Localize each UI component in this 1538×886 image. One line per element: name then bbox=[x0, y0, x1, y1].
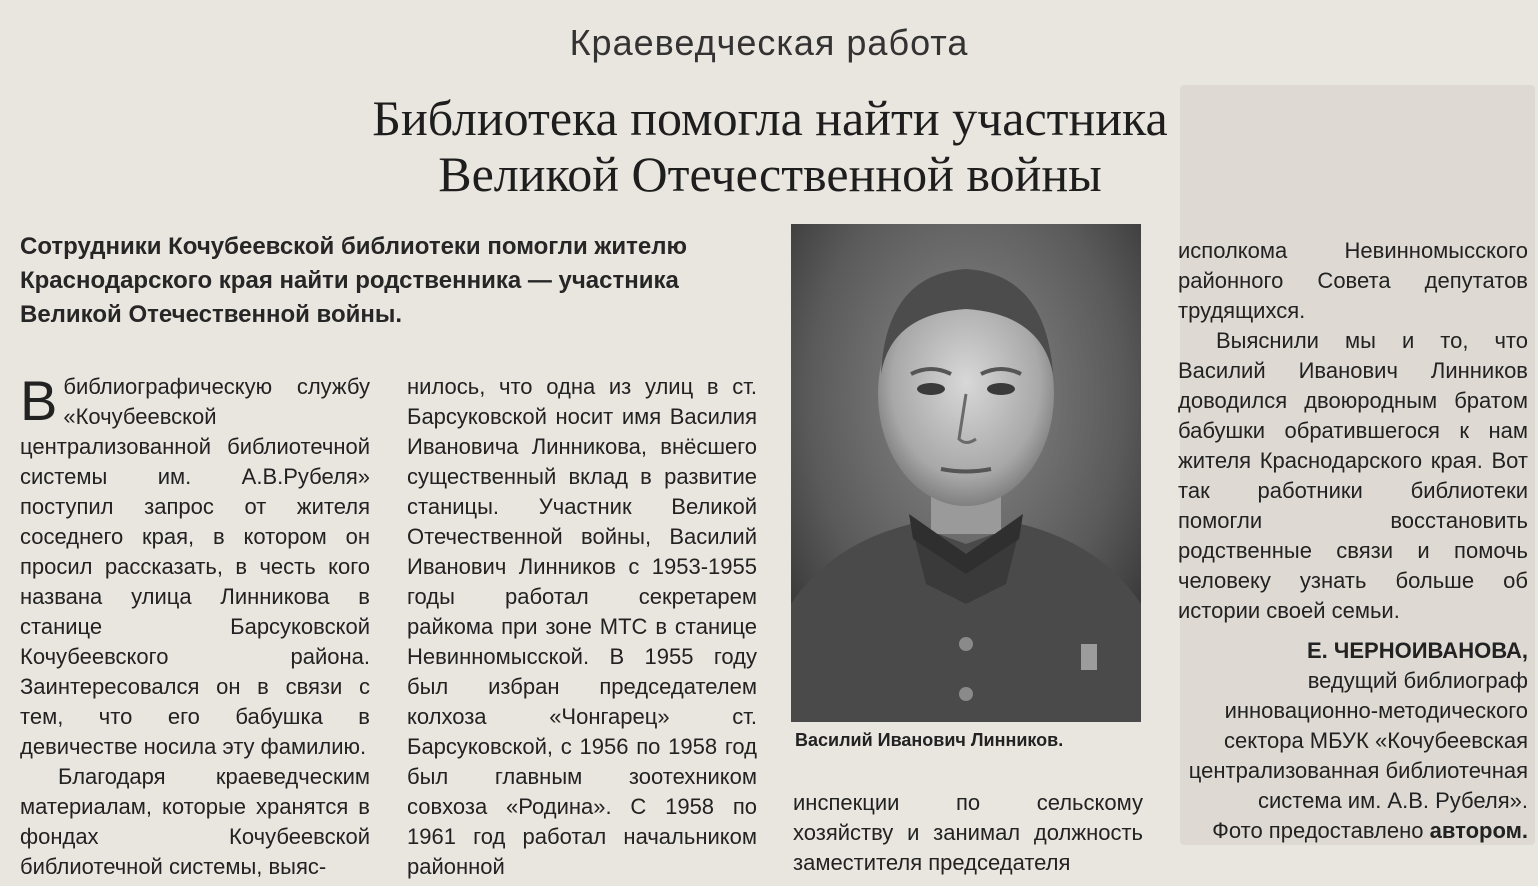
photo-credit bbox=[1150, 816, 1528, 846]
column-1-paragraph-2: Благодаря краеведческим материалам, которые хранятся в фондах Кочубеевской библиотечной системы, выяс- bbox=[20, 764, 370, 879]
headline bbox=[240, 90, 1300, 202]
article-column-3 bbox=[793, 788, 1143, 878]
portrait-image bbox=[791, 224, 1141, 722]
column-2-paragraph: нилось, что одна из улиц в ст. Барсуковской носит имя Василия Ивановича Линникова, внёсшего существенный вклад в развитие станицы. Участник Великой Отечественной войны, Василий Иванович Линников с 1953-1955 годы работал секретарем райкома при зоне МТС в станице Невинномысской. В 1955 году был избран председателем колхоза «Чонгарец» ст. Барсуковской, с 1956 по 1958 год был главным зоотехником совхоза «Родина». С 1958 по 1961 год работал начальником районной bbox=[407, 374, 757, 879]
photo-credit-prefix: Фото предоставлено bbox=[1212, 818, 1424, 843]
article-column-4 bbox=[1178, 236, 1528, 626]
headline-line-2: Великой Отечественной войны bbox=[438, 146, 1102, 202]
portrait-photo bbox=[791, 224, 1141, 722]
column-1-paragraph-1: библиографическую службу «Кочубеевской централизованной библиотечной системы им. А.В.Рубеля» поступил запрос от жителя соседнего края, в котором он просил рассказать, в честь кого названа улица Линникова в станице Барсуковской Кочубеевского района. Заинтересовался он в связи с тем, что его бабушка в девичестве носила эту фамилию. bbox=[20, 374, 370, 759]
article-column-2 bbox=[407, 372, 757, 882]
column-4-paragraph-1: исполкома Невинномысского районного Совета депутатов трудящихся. bbox=[1178, 238, 1528, 323]
lead-paragraph: Сотрудники Кочубеевской библиотеки помогли жителю Краснодарского края найти родственника — участника Великой Отечественной войны. bbox=[20, 233, 687, 328]
drop-cap: В bbox=[20, 369, 58, 432]
author-position: ведущий библиограф инновационно-методического сектора МБУК «Кочубеевская централизованная библиотечная система им. А.В. Рубеля». bbox=[1188, 668, 1528, 813]
photo-caption: Василий Иванович Линников. bbox=[795, 730, 1064, 750]
headline-line-1: Библиотека помогла найти участника bbox=[372, 90, 1168, 146]
rubric-title: Краеведческая работа bbox=[569, 22, 969, 63]
article-column-1 bbox=[20, 369, 370, 882]
column-4-paragraph-2: Выяснили мы и то, что Василий Иванович Линников доводился двоюродным братом бабушки обратившегося к нам жителя Краснодарского края. Вот так работники библиотеки помогли восстановить родственные связи и помочь человеку узнать больше об истории своей семьи. bbox=[1178, 328, 1528, 623]
signature-block bbox=[1150, 636, 1528, 846]
photo-credit-author: автором. bbox=[1429, 818, 1528, 843]
column-3-paragraph: инспекции по сельскому хозяйству и занимал должность заместителя председателя bbox=[793, 790, 1143, 875]
author-name: Е. ЧЕРНОИВАНОВА, bbox=[1307, 638, 1528, 663]
